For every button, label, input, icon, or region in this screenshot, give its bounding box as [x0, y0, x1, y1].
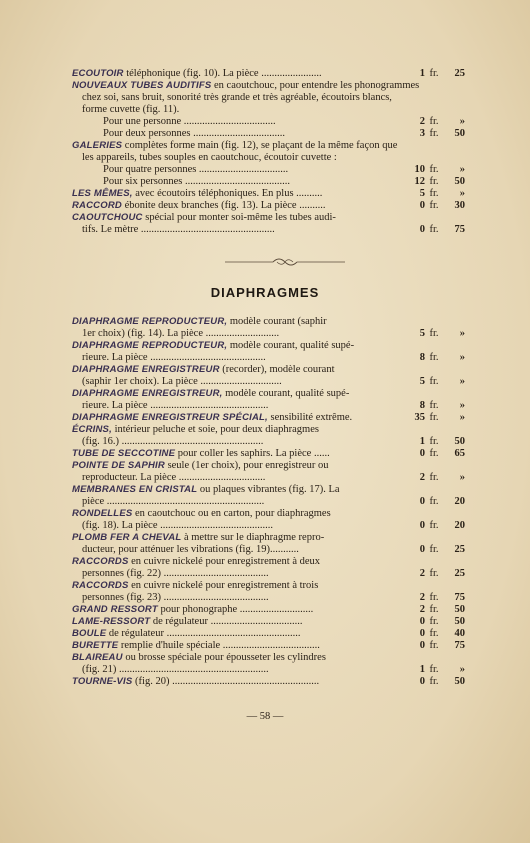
price-cur: fr. [429, 400, 439, 411]
entry-price [385, 224, 465, 236]
entry-price [385, 676, 465, 688]
entry-text: forme cuvette (fig. 11). [82, 104, 180, 115]
entry-line [72, 80, 419, 92]
price-cur: fr. [429, 128, 439, 139]
entry-price [385, 176, 465, 188]
price-cur: fr. [429, 448, 439, 459]
entry-text: seule (1er choix), pour enregistreur ou [164, 460, 329, 471]
entry-price [385, 664, 465, 676]
entry-text: reproducteur. La pièce ................................. [82, 472, 266, 483]
entry-text: Pour six personnes ........................................ [103, 176, 290, 187]
entry-price [385, 352, 465, 364]
price-amt: 8 [419, 400, 425, 411]
price-cur: fr. [429, 116, 439, 127]
price-cent: » [459, 188, 465, 199]
price-cent: » [459, 164, 465, 175]
entry-text: Pour une personne ................................... [103, 116, 276, 127]
entry-keyword: LES MÊMES, [72, 188, 133, 199]
entry-text: pour coller les saphirs. La pièce ...... [175, 448, 330, 459]
entry-text: rieure. La pièce ............................................. [82, 400, 269, 411]
entry-price [385, 616, 465, 628]
price-cur: fr. [429, 628, 439, 639]
price-amt: 35 [414, 412, 425, 423]
entry-continuation-line [82, 104, 179, 116]
price-cent: 75 [454, 640, 465, 651]
entry-line [72, 616, 302, 628]
entry-line [103, 116, 276, 128]
price-cent: 50 [454, 616, 465, 627]
entry-price [385, 628, 465, 640]
entry-keyword: GRAND RESSORT [72, 604, 158, 615]
price-amt: 2 [419, 604, 425, 615]
price-cent: 25 [454, 544, 465, 555]
price-cent: » [459, 412, 465, 423]
entry-text: intérieur peluche et soie, pour deux diaphragmes [111, 424, 319, 435]
price-cent: » [459, 400, 465, 411]
price-cent: 50 [454, 176, 465, 187]
entry-price [385, 128, 465, 140]
price-amt: 5 [419, 188, 425, 199]
price-amt: 0 [419, 616, 425, 627]
entry-continuation-line [82, 472, 265, 484]
entry-line [72, 556, 320, 568]
entry-text: (fig. 20) ........................................................ [132, 676, 320, 687]
entry-line [72, 212, 336, 224]
entry-continuation-line [82, 152, 337, 164]
entry-line [72, 188, 322, 200]
entry-text: rieure. La pièce ............................................ [82, 352, 266, 363]
entry-text: chez soi, sans bruit, sonorité très grande et très agréable, écoutoirs blancs, [82, 92, 392, 103]
entry-keyword: GALERIES [72, 140, 123, 151]
entry-text: ou brosse spéciale pour épousseter les cylindres [122, 652, 326, 663]
entry-price [385, 164, 465, 176]
entry-keyword: ECOUTOIR [72, 68, 124, 79]
entry-text: en caoutchouc, pour entendre les phonogrammes [211, 80, 420, 91]
price-cur: fr. [429, 164, 439, 175]
entry-text: modèle courant (saphir [227, 316, 327, 327]
price-amt: 0 [419, 640, 425, 651]
price-cent: » [459, 352, 465, 363]
price-amt: 0 [419, 200, 425, 211]
price-cent: 65 [454, 448, 465, 459]
entry-text: spécial pour monter soi-même les tubes audi- [142, 212, 336, 223]
price-cur: fr. [429, 676, 439, 687]
price-cent: » [459, 664, 465, 675]
entry-keyword: RONDELLES [72, 508, 133, 519]
entry-line [72, 388, 349, 400]
price-cent: 50 [454, 604, 465, 615]
price-cur: fr. [429, 188, 439, 199]
entry-line [72, 628, 300, 640]
entry-line [72, 424, 319, 436]
entry-line [72, 508, 331, 520]
entry-text: Pour deux personnes ................................... [103, 128, 285, 139]
entry-price [385, 200, 465, 212]
entry-price [385, 328, 465, 340]
price-cent: 25 [454, 68, 465, 79]
entry-keyword: RACCORD [72, 200, 122, 211]
price-cent: » [459, 376, 465, 387]
price-cur: fr. [429, 436, 439, 447]
entry-price [385, 544, 465, 556]
entry-text: téléphonique (fig. 10). La pièce ....................... [123, 68, 322, 79]
entry-continuation-line [82, 92, 392, 104]
price-cent: 50 [454, 676, 465, 687]
price-cent: 20 [454, 496, 465, 507]
price-cur: fr. [429, 328, 439, 339]
entry-continuation-line [82, 544, 299, 556]
price-amt: 3 [419, 128, 425, 139]
price-amt: 2 [419, 592, 425, 603]
entry-line [72, 484, 340, 496]
entry-text: en cuivre nickelé pour enregistrement à trois [128, 580, 319, 591]
price-cent: 20 [454, 520, 465, 531]
price-cur: fr. [429, 176, 439, 187]
entry-continuation-line [82, 400, 268, 412]
entry-price [385, 640, 465, 652]
entry-keyword: TOURNE-VIS [72, 676, 133, 687]
price-cur: fr. [429, 376, 439, 387]
entry-keyword: DIAPHRAGME REPRODUCTEUR, [72, 316, 228, 327]
decorative-rule-icon [225, 257, 345, 267]
entry-text: (saphir 1er choix). La pièce ............................... [82, 376, 282, 387]
entry-continuation-line [82, 592, 269, 604]
entry-text: pour phonographe ............................ [157, 604, 314, 615]
entry-line [72, 364, 335, 376]
entry-keyword: BURETTE [72, 640, 119, 651]
entry-continuation-line [82, 520, 273, 532]
price-amt: 2 [419, 116, 425, 127]
entry-text: à mettre sur le diaphragme repro- [181, 532, 325, 543]
entry-line [72, 460, 329, 472]
entry-text: pièce ............................................................ [82, 496, 265, 507]
entry-continuation-line [82, 664, 269, 676]
entry-line [103, 128, 285, 140]
price-cur: fr. [429, 544, 439, 555]
entry-text: personnes (fig. 23) ........................................ [82, 592, 269, 603]
entry-text: en caoutchouc ou en carton, pour diaphragmes [132, 508, 331, 519]
entry-text: modèle courant, qualité supé- [222, 388, 350, 399]
price-cur: fr. [429, 412, 439, 423]
entry-keyword: BLAIREAU [72, 652, 123, 663]
price-cur: fr. [429, 352, 439, 363]
price-amt: 1 [419, 68, 425, 79]
entry-keyword: CAOUTCHOUC [72, 212, 143, 223]
entry-price [385, 400, 465, 412]
entry-text: modèle courant, qualité supé- [227, 340, 355, 351]
entry-price [385, 520, 465, 532]
entry-text: tifs. Le mètre ................................................... [82, 224, 275, 235]
price-cur: fr. [429, 496, 439, 507]
entry-line [72, 604, 313, 616]
price-amt: 12 [414, 176, 425, 187]
entry-price [385, 68, 465, 80]
entry-price [385, 568, 465, 580]
price-cent: 40 [454, 628, 465, 639]
entry-text: de régulateur ................................... [150, 616, 303, 627]
entry-price [385, 412, 465, 424]
entry-keyword: NOUVEAUX TUBES AUDITIFS [72, 80, 212, 91]
entry-line [72, 532, 324, 544]
entry-text: ou plaques vibrantes (fig. 17). La [197, 484, 340, 495]
price-cur: fr. [429, 224, 439, 235]
price-cur: fr. [429, 640, 439, 651]
entry-text: (fig. 18). La pièce ........................................... [82, 520, 274, 531]
price-amt: 2 [419, 472, 425, 483]
entry-text: en cuivre nickelé pour enregistrement à deux [128, 556, 321, 567]
entry-line [72, 412, 352, 424]
price-cent: 75 [454, 592, 465, 603]
price-amt: 0 [419, 544, 425, 555]
price-amt: 0 [419, 224, 425, 235]
entry-keyword: PLOMB FER A CHEVAL [72, 532, 182, 543]
price-cent: » [459, 116, 465, 127]
price-cent: » [459, 472, 465, 483]
entry-line [103, 176, 290, 188]
entry-keyword: BOULE [72, 628, 107, 639]
entry-keyword: DIAPHRAGME ENREGISTREUR [72, 364, 220, 375]
entry-line [72, 340, 354, 352]
entry-continuation-line [82, 224, 275, 236]
price-amt: 0 [419, 496, 425, 507]
entry-keyword: RACCORDS [72, 556, 129, 567]
price-cur: fr. [429, 520, 439, 531]
entry-price [385, 188, 465, 200]
entry-text: complètes forme main (fig. 12), se plaçant de la même façon que [122, 140, 398, 151]
section-title: DIAPHRAGMES [210, 285, 320, 300]
price-cur: fr. [429, 616, 439, 627]
entry-price [385, 116, 465, 128]
price-amt: 0 [419, 448, 425, 459]
entry-price [385, 496, 465, 508]
entry-continuation-line [82, 376, 282, 388]
entry-keyword: POINTE DE SAPHIR [72, 460, 165, 471]
price-cur: fr. [429, 68, 439, 79]
entry-text: (fig. 21) ......................................................... [82, 664, 269, 675]
entry-line [72, 640, 320, 652]
entry-text: les appareils, tubes souples en caoutchouc, écoutoir cuvette : [82, 152, 337, 163]
price-amt: 10 [414, 164, 425, 175]
price-amt: 0 [419, 520, 425, 531]
entry-line [72, 448, 330, 460]
price-cur: fr. [429, 592, 439, 603]
entry-price [385, 436, 465, 448]
entry-text: Pour quatre personnes .................................. [103, 164, 289, 175]
entry-text: remplie d'huile spéciale ..................................... [118, 640, 320, 651]
entry-keyword: DIAPHRAGME ENREGISTREUR SPÉCIAL, [72, 412, 268, 423]
entry-text: (recorder), modèle courant [219, 364, 335, 375]
entry-line [72, 140, 397, 152]
entry-price [385, 592, 465, 604]
entry-text: (fig. 16.) ...................................................... [82, 436, 264, 447]
entry-line [72, 580, 318, 592]
price-amt: 0 [419, 676, 425, 687]
entry-text: 1er choix) (fig. 14). La pièce ............................ [82, 328, 280, 339]
price-cur: fr. [429, 604, 439, 615]
price-cur: fr. [429, 472, 439, 483]
price-amt: 2 [419, 568, 425, 579]
price-cent: 25 [454, 568, 465, 579]
price-amt: 5 [419, 376, 425, 387]
entry-keyword: RACCORDS [72, 580, 129, 591]
entry-price [385, 472, 465, 484]
price-cent: 50 [454, 436, 465, 447]
entry-text: avec écoutoirs téléphoniques. En plus .......... [132, 188, 323, 199]
price-amt: 8 [419, 352, 425, 363]
price-cur: fr. [429, 664, 439, 675]
entry-line [72, 676, 319, 688]
price-cent: » [459, 328, 465, 339]
entry-continuation-line [82, 496, 264, 508]
entry-text: sensibilité extrême. [267, 412, 353, 423]
entry-text: ducteur, pour atténuer les vibrations (fig. 19)........... [82, 544, 299, 555]
price-amt: 1 [419, 436, 425, 447]
entry-line [103, 164, 288, 176]
entry-keyword: LAME-RESSORT [72, 616, 151, 627]
entry-keyword: MEMBRANES EN CRISTAL [72, 484, 198, 495]
entry-continuation-line [82, 328, 279, 340]
price-cur: fr. [429, 200, 439, 211]
price-amt: 1 [419, 664, 425, 675]
price-amt: 5 [419, 328, 425, 339]
entry-keyword: DIAPHRAGME REPRODUCTEUR, [72, 340, 228, 351]
entry-price [385, 604, 465, 616]
entry-text: ébonite deux branches (fig. 13). La pièce .......... [121, 200, 326, 211]
entry-continuation-line [82, 568, 269, 580]
entry-keyword: ÉCRINS, [72, 424, 112, 435]
entry-line [72, 316, 327, 328]
entry-price [385, 376, 465, 388]
entry-line [72, 200, 325, 212]
entry-continuation-line [82, 436, 263, 448]
entry-line [72, 652, 326, 664]
entry-text: personnes (fig. 22) ........................................ [82, 568, 269, 579]
entry-text: de régulateur ................................................... [106, 628, 301, 639]
page-number: — 58 — [246, 711, 284, 722]
price-cent: 50 [454, 128, 465, 139]
entry-price [385, 448, 465, 460]
price-cent: 30 [454, 200, 465, 211]
entry-continuation-line [82, 352, 266, 364]
entry-keyword: DIAPHRAGME ENREGISTREUR, [72, 388, 223, 399]
price-cent: 75 [454, 224, 465, 235]
entry-line [72, 68, 322, 80]
price-amt: 0 [419, 628, 425, 639]
entry-keyword: TUBE DE SECCOTINE [72, 448, 176, 459]
price-cur: fr. [429, 568, 439, 579]
